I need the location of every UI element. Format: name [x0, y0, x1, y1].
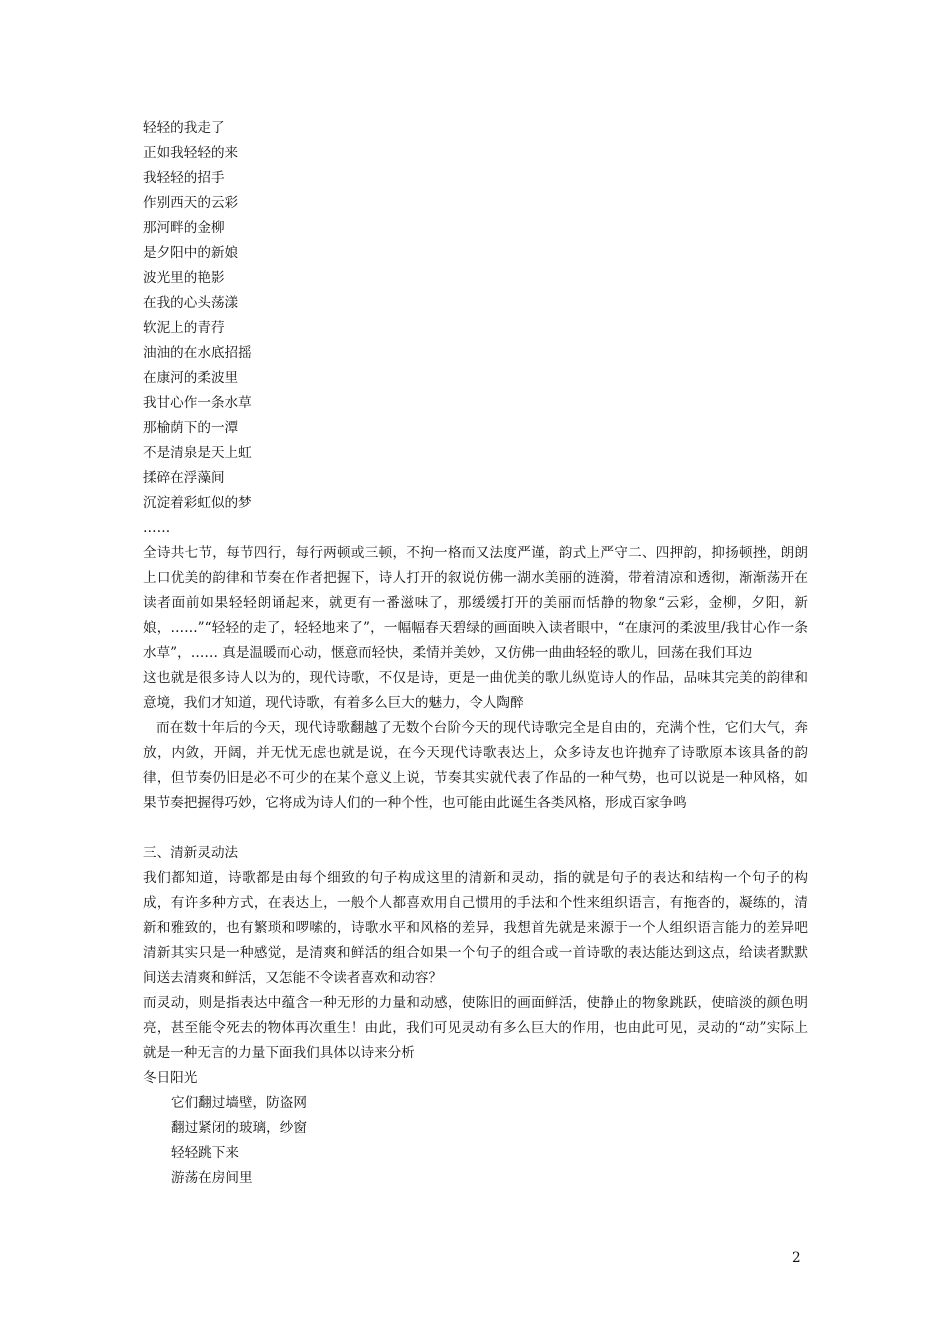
poem-line: 那榆荫下的一潭 — [143, 420, 239, 436]
poem-line: 它们翻过墙壁，防盗网 — [171, 1095, 307, 1111]
section-heading: 三、清新灵动法 — [143, 845, 239, 861]
poem-line: 沉淀着彩虹似的梦 — [143, 495, 252, 511]
poem-line: 游荡在房间里 — [171, 1170, 253, 1186]
poem-line: 作别西天的云彩 — [143, 195, 239, 211]
document-body — [143, 116, 808, 1191]
section-paragraph-2: 而灵动，则是指表达中蕴含一种无形的力量和动感，使陈旧的画面鲜活，使静止的物象跳跃，使暗淡的颜色明亮，甚至能令死去的物体再次重生！由此，我们可见灵动有多么巨大的作用，也由此可见，灵动的“动”实际上就是一种无言的力量下面我们具体以诗来分析 — [143, 995, 808, 1061]
page-number: 2 — [792, 1250, 801, 1266]
analysis-paragraph-3: 而在数十年后的今天，现代诗歌翻越了无数个台阶今天的现代诗歌完全是自由的，充满个性，它们大气，奔放，内敛，开阔，并无忧无虑也就是说，在今天现代诗歌表达上，众多诗友也许抛弃了诗歌原本该具备的韵律，但节奏仍旧是必不可少的在某个意义上说，节奏其实就代表了作品的一种气势，也可以说是一种风格，如果节奏把握得巧妙，它将成为诗人们的一种个性，也可能由此诞生各类风格，形成百家争鸣 — [143, 720, 808, 811]
poem-title: 冬日阳光 — [143, 1070, 198, 1086]
poem-line: 软泥上的青荇 — [143, 320, 225, 336]
poem-line: 是夕阳中的新娘 — [143, 245, 239, 261]
poem-line: 我轻轻的招手 — [143, 170, 225, 186]
section-paragraph-1: 我们都知道，诗歌都是由每个细致的句子构成这里的清新和灵动，指的就是句子的表达和结构一个句子的构成，有许多种方式，在表达上，一般个人都喜欢用自己惯用的手法和个性来组织语言，有拖沓的，凝练的，清新和雅致的，也有繁琐和啰嗦的，诗歌水平和风格的差异，我想首先就是来源于一个人组织语言能力的差异吧清新其实只是一种感觉，是清爽和鲜活的组合如果一个句子的组合或一首诗歌的表达能达到这点，给读者默默间送去清爽和鲜活，又怎能不令读者喜欢和动容？ — [143, 870, 808, 986]
analysis-paragraph-2: 这也就是很多诗人以为的，现代诗歌，不仅是诗，更是一曲优美的歌儿纵览诗人的作品，品味其完美的韵律和意境，我们才知道，现代诗歌，有着多么巨大的魅力，令人陶醉 — [143, 670, 808, 711]
analysis-paragraph-1: 全诗共七节，每节四行，每行两顿或三顿，不拘一格而又法度严谨，韵式上严守二、四押韵，抑扬顿挫，朗朗上口优美的韵律和节奏在作者把握下，诗人打开的叙说仿佛一湖水美丽的涟漪，带着清凉和透彻，渐渐荡开在读者面前如果轻轻朗诵起来，就更有一番滋味了，那缓缓打开的美丽而恬静的物象“云彩，金柳，夕阳，新娘，……”“轻轻的走了，轻轻地来了”，一幅幅春天碧绿的画面映入读者眼中，“在康河的柔波里/我甘心作一条水草”，…… 真是温暖而心动，惬意而轻快，柔情并美妙，又仿佛一曲曲轻轻的歌儿，回荡在我们耳边 — [143, 545, 808, 661]
poem-excerpt — [143, 116, 808, 541]
poem-line: 在康河的柔波里 — [143, 370, 239, 386]
poem-line: 我甘心作一条水草 — [143, 395, 252, 411]
poem-line: 轻轻跳下来 — [171, 1145, 239, 1161]
poem-line: 那河畔的金柳 — [143, 220, 225, 236]
poem-line: 翻过紧闭的玻璃，纱窗 — [171, 1120, 307, 1136]
poem-winter-sun — [143, 1091, 808, 1191]
poem-ellipsis: …… — [143, 520, 171, 536]
poem-line: 正如我轻轻的来 — [143, 145, 239, 161]
poem-line: 不是清泉是天上虹 — [143, 445, 252, 461]
spacer — [143, 816, 808, 841]
poem-line: 轻轻的我走了 — [143, 120, 225, 136]
poem-line: 油油的在水底招摇 — [143, 345, 252, 361]
poem-line: 揉碎在浮藻间 — [143, 470, 225, 486]
poem-line: 在我的心头荡漾 — [143, 295, 239, 311]
poem-line: 波光里的艳影 — [143, 270, 225, 286]
